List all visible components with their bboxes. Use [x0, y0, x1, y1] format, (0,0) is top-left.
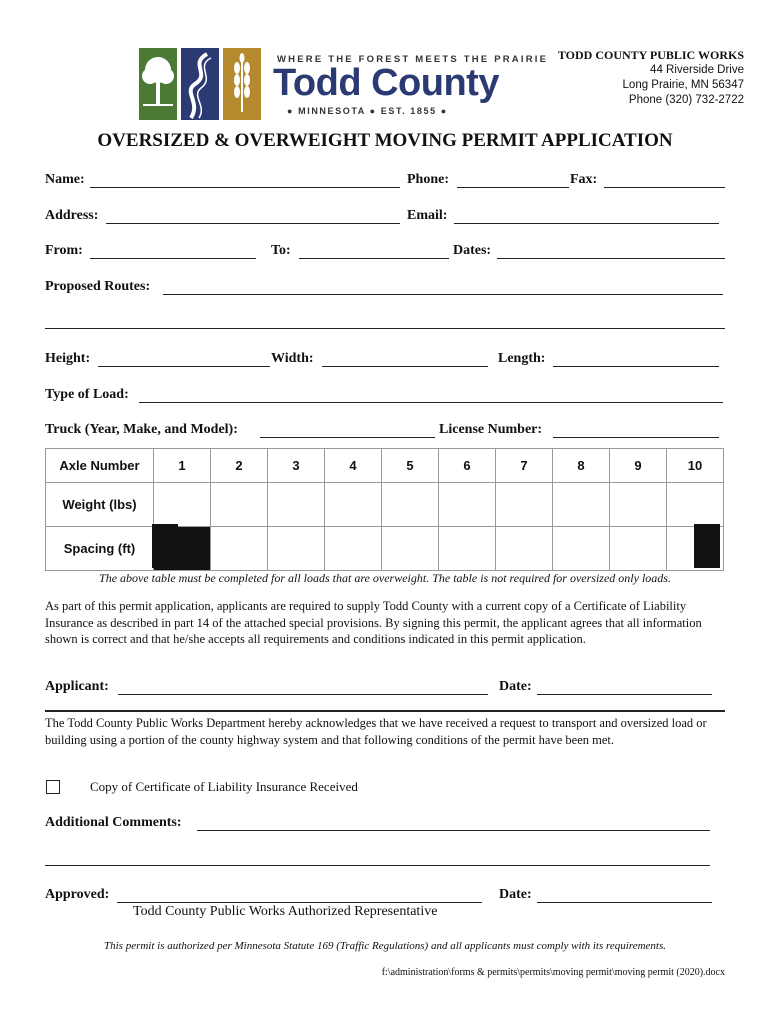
- file-path: f:\administration\forms & permits\permits\moving permit\moving permit (2020).docx: [381, 967, 725, 978]
- to-label: To:: [271, 243, 291, 258]
- axle-number-cell: 5: [382, 449, 439, 483]
- weight-cell[interactable]: [325, 483, 382, 527]
- insurance-received-label: Copy of Certificate of Liability Insurance Received: [90, 779, 358, 794]
- statute-footer: This permit is authorized per Minnesota Statute 169 (Traffic Regulations) and all applicants must comply with its requirements.: [104, 940, 666, 952]
- spacing-cell[interactable]: [325, 527, 382, 571]
- weight-cell[interactable]: [268, 483, 325, 527]
- email-field[interactable]: [454, 223, 719, 224]
- spacing-cell[interactable]: [553, 527, 610, 571]
- logo-name: Todd County: [273, 62, 499, 104]
- approval-date-field[interactable]: [537, 902, 712, 903]
- name-field[interactable]: [90, 187, 400, 188]
- load-type-label: Type of Load:: [45, 387, 129, 402]
- from-field[interactable]: [90, 258, 256, 259]
- applicant-label: Applicant:: [45, 679, 109, 694]
- weight-cell[interactable]: [382, 483, 439, 527]
- dates-label: Dates:: [453, 243, 492, 258]
- axle-number-cell: 9: [610, 449, 667, 483]
- comments-label: Additional Comments:: [45, 815, 182, 830]
- form-title: OVERSIZED & OVERWEIGHT MOVING PERMIT APPLICATION: [97, 130, 673, 151]
- email-label: Email:: [407, 208, 448, 223]
- department-name: TODD COUNTY PUBLIC WORKS: [557, 48, 744, 62]
- applicant-date-label: Date:: [499, 679, 532, 694]
- approval-signature-field[interactable]: [117, 902, 482, 903]
- approval-date-label: Date:: [499, 887, 532, 902]
- truck-label: Truck (Year, Make, and Model):: [45, 422, 238, 437]
- comments-field-line-2[interactable]: [45, 865, 710, 866]
- insurance-paragraph: As part of this permit application, applicants are required to supply Todd County with a current copy of a Certificate of Liability Insurance as described in part 14 of the attached special provisions. By signing this permit, the applicant agrees that all information shown is correct and that he/she accepts all requirements and conditions indicated in this permit application.: [45, 599, 702, 646]
- wheat-icon: [223, 48, 261, 120]
- license-label: License Number:: [439, 422, 543, 437]
- weight-cell[interactable]: [154, 483, 211, 527]
- routes-field[interactable]: [163, 294, 723, 295]
- to-field[interactable]: [299, 258, 449, 259]
- routes-field-line-2[interactable]: [45, 328, 725, 329]
- acknowledgement-paragraph: The Todd County Public Works Department hereby acknowledges that we have received a request to transport and oversized load or building using a portion of the county highway system and that following conditions of the permit have been met.: [45, 716, 707, 747]
- axle-number-cell: 2: [211, 449, 268, 483]
- height-field[interactable]: [98, 366, 270, 367]
- spacing-start-block: [152, 524, 178, 568]
- address-label: Address:: [45, 208, 99, 223]
- license-field[interactable]: [553, 437, 719, 438]
- height-label: Height:: [45, 351, 91, 366]
- width-label: Width:: [271, 351, 314, 366]
- department-phone: Phone (320) 732-2722: [628, 94, 744, 106]
- axle-number-cell: 3: [268, 449, 325, 483]
- spacing-header: Spacing (ft): [46, 527, 154, 571]
- street-address: 44 Riverside Drive: [650, 64, 744, 76]
- axle-table: [45, 448, 724, 571]
- from-label: From:: [45, 243, 83, 258]
- axle-number-cell: 4: [325, 449, 382, 483]
- city-state-zip: Long Prairie, MN 56347: [622, 79, 744, 91]
- approved-label: Approved:: [45, 887, 110, 902]
- weight-cell[interactable]: [610, 483, 667, 527]
- comments-field[interactable]: [197, 830, 710, 831]
- routes-label: Proposed Routes:: [45, 279, 151, 294]
- section-divider: [45, 710, 725, 712]
- weight-cell[interactable]: [496, 483, 553, 527]
- phone-field[interactable]: [457, 187, 569, 188]
- todd-county-logo: [139, 48, 549, 120]
- load-type-field[interactable]: [139, 402, 723, 403]
- approved-representative-caption: Todd County Public Works Authorized Representative: [133, 904, 438, 919]
- logo-tagline: WHERE THE FOREST MEETS THE PRAIRIE: [277, 54, 549, 65]
- spacing-cell[interactable]: [382, 527, 439, 571]
- table-note: The above table must be completed for all loads that are overweight. The table is not required for oversized only loads.: [99, 571, 671, 585]
- axle-number-cell: 1: [154, 449, 211, 483]
- spacing-end-block: [694, 524, 720, 568]
- length-field[interactable]: [553, 366, 719, 367]
- fax-label: Fax:: [570, 172, 598, 187]
- weight-cell[interactable]: [553, 483, 610, 527]
- river-icon: [181, 48, 219, 120]
- phone-label: Phone:: [407, 172, 449, 187]
- truck-field[interactable]: [260, 437, 435, 438]
- insurance-received-checkbox[interactable]: [46, 780, 60, 794]
- spacing-cell[interactable]: [496, 527, 553, 571]
- tree-icon: [139, 48, 177, 120]
- logo-subtitle: ● MINNESOTA ● EST. 1855 ●: [287, 106, 448, 116]
- fax-field[interactable]: [604, 187, 725, 188]
- weight-cell[interactable]: [439, 483, 496, 527]
- spacing-cell[interactable]: [610, 527, 667, 571]
- axle-number-cell: 8: [553, 449, 610, 483]
- name-label: Name:: [45, 172, 85, 187]
- department-address: [558, 48, 744, 108]
- length-label: Length:: [498, 351, 546, 366]
- axle-number-cell: 7: [496, 449, 553, 483]
- axle-number-header: Axle Number: [46, 449, 154, 483]
- axle-number-cell: 6: [439, 449, 496, 483]
- spacing-cell[interactable]: [268, 527, 325, 571]
- applicant-date-field[interactable]: [537, 694, 712, 695]
- spacing-cell[interactable]: [439, 527, 496, 571]
- weight-cell[interactable]: [211, 483, 268, 527]
- weight-cell[interactable]: [667, 483, 724, 527]
- address-field[interactable]: [106, 223, 400, 224]
- weight-header: Weight (lbs): [46, 483, 154, 527]
- width-field[interactable]: [322, 366, 488, 367]
- spacing-cell[interactable]: [211, 527, 268, 571]
- applicant-signature-field[interactable]: [118, 694, 488, 695]
- axle-number-cell: 10: [667, 449, 724, 483]
- dates-field[interactable]: [497, 258, 725, 259]
